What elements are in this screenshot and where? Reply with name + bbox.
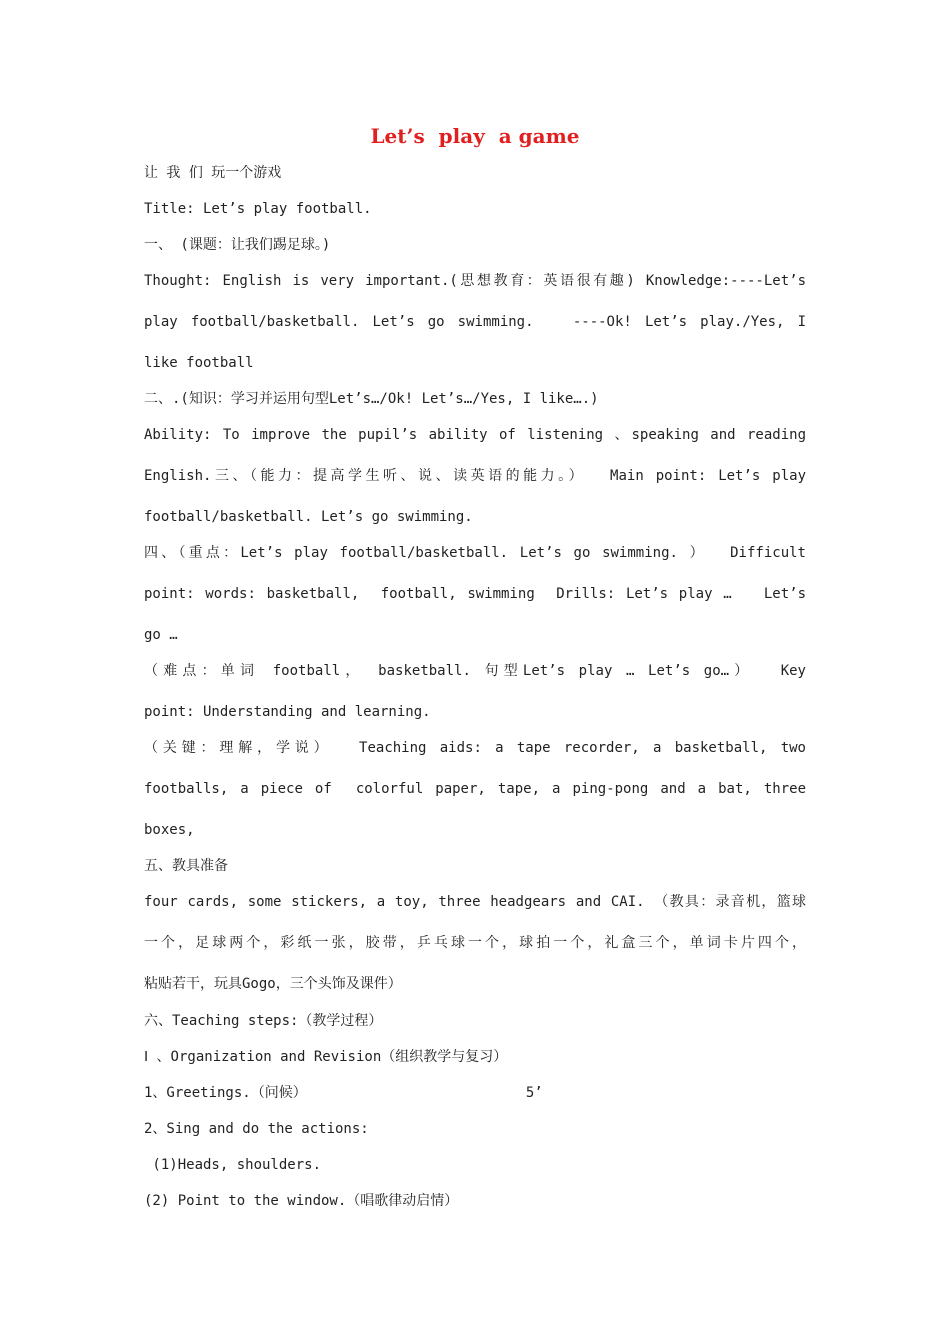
text-line: go … <box>144 627 178 643</box>
text-line: 1、Greetings.（问候） 5’ <box>144 1085 543 1101</box>
text-line: 二、.(知识：学习并运用句型Let’s…/Ok! Let’s…/Yes, I like….) <box>144 391 599 407</box>
text-line: 2、Sing and do the actions: <box>144 1121 369 1137</box>
text-line: point: Understanding and learning. <box>144 704 431 720</box>
text-line: （关键：理解，学说） Teaching aids: a tape recorder, a basketball, two <box>144 740 806 756</box>
text-line: （难点：单词 football， basketball. 句型Let’s play … Let’s go…） Key <box>144 663 806 679</box>
text-line: (1)Heads, shoulders. <box>144 1157 322 1173</box>
text-line: 四、（重点：Let’s play football/basketball. Let’s go swimming. ） Difficult <box>144 545 806 561</box>
text-line: Thought: English is very important.(思想教育：英语很有趣) Knowledge:----Let’s <box>144 273 806 289</box>
text-line: Ability: To improve the pupil’s ability of listening 、speaking and reading <box>144 427 806 443</box>
text-line: (2) Point to the window.（唱歌律动启情） <box>144 1193 459 1209</box>
text-line: English.三、（能力：提高学生听、说、读英语的能力。） Main point: Let’s play <box>144 468 806 484</box>
text-line: footballs, a piece of colorful paper, tape, a ping-pong and a bat, three <box>144 781 806 797</box>
text-line: Ⅰ 、Organization and Revision（组织教学与复习） <box>144 1049 508 1065</box>
text-line: football/basketball. Let’s go swimming. <box>144 509 473 525</box>
text-line: Title: Let’s play football. <box>144 201 372 217</box>
text-line: 让 我 们 玩一个游戏 <box>144 165 282 181</box>
text-line: 粘贴若干，玩具Gogo，三个头饰及课件） <box>144 976 402 992</box>
text-line: 六、Teaching steps:（教学过程） <box>144 1013 383 1029</box>
text-line: like football <box>144 355 254 371</box>
text-line: 一、 (课题：让我们踢足球。) <box>144 237 331 253</box>
text-line: 五、教具准备 <box>144 858 228 874</box>
text-line: play football/basketball. Let’s go swimming. ----Ok! Let’s play./Yes, I <box>144 314 806 330</box>
text-line: boxes, <box>144 822 195 838</box>
text-line: 一个，足球两个，彩纸一张，胶带，乒乓球一个，球拍一个，礼盒三个，单词卡片四个， <box>144 935 806 951</box>
text-line: four cards, some stickers, a toy, three headgears and CAI. （教具：录音机，篮球 <box>144 894 806 910</box>
text-line: point: words: basketball, football, swimming Drills: Let’s play … Let’s <box>144 586 806 602</box>
document-title: Let’s play a game <box>370 124 580 148</box>
